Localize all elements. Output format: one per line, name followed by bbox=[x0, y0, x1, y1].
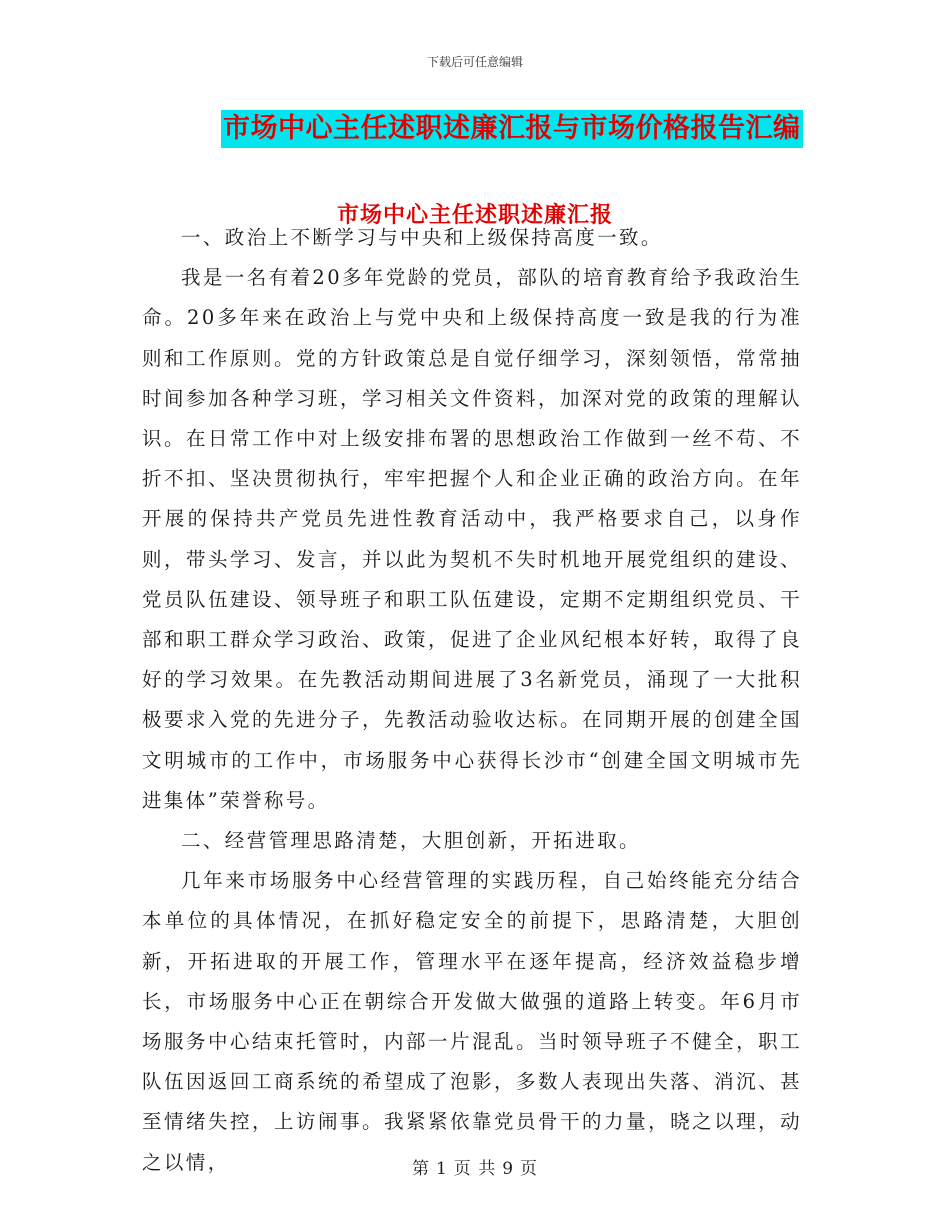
footer-page-number: 1 bbox=[435, 1159, 448, 1179]
footer-mid: 页 共 bbox=[453, 1159, 497, 1179]
section-title: 市场中心主任述职述廉汇报 bbox=[336, 202, 613, 228]
footer-suffix: 页 bbox=[520, 1159, 539, 1179]
page-footer bbox=[0, 1154, 950, 1179]
footer-prefix: 第 bbox=[411, 1159, 430, 1179]
document-body bbox=[142, 218, 802, 1183]
paragraph: 我是一名有着20多年党龄的党员，部队的培育教育给予我政治生命。20多年来在政治上与党中央和上级保持高度一致是我的行为准则和工作原则。党的方针政策总是自觉仔细学习，深刻领悟，常常抽时间参加各种学习班，学习相关文件资料，加深对党的政策的理解认识。在日常工作中对上级安排布署的思想政治工作做到一丝不苟、不折不扣、坚决贯彻执行，牢牢把握个人和企业正确的政治方向。在年开展的保持共产党员先进性教育活动中，我严格要求自己，以身作则，带头学习、发言，并以此为契机不失时机地开展党组织的建设、党员队伍建设、领导班子和职工队伍建设，定期不定期组织党员、干部和职工群众学习政治、政策，促进了企业风纪根本好转，取得了良好的学习效果。在先教活动期间进展了3名新党员，涌现了一大批积极要求入党的先进分子，先教活动验收达标。在同期开展的创建全国文明城市的工作中，市场服务中心获得长沙市“创建全国文明城市先进集体”荣誉称号。 bbox=[142, 266, 802, 812]
paragraph-heading-2: 二、经营管理思路清楚，大胆创新，开拓进取。 bbox=[181, 829, 641, 853]
paragraph-heading-1: 一、政治上不断学习与中央和上级保持高度一致。 bbox=[181, 226, 663, 249]
paragraph: 几年来市场服务中心经营管理的实践历程，自己始终能充分结合本单位的具体情况，在抓好稳定安全的前提下，思路清楚，大胆创新，开拓进取的开展工作，管理水平在逐年提高，经济效益稳步增长，市场服务中心正在朝综合开发做大做强的道路上转变。年6月市场服务中心结束托管时，内部一片混乱。当时领导班子不健全，职工队伍因返回工商系统的希望成了泡影，多数人表现出失落、消沉、甚至情绪失控，上访闹事。我紧紧依靠党员骨干的力量，晓之以理，动之以情， bbox=[142, 869, 802, 1174]
document-main-title: 市场中心主任述职述廉汇报与市场价格报告汇编 bbox=[221, 110, 803, 148]
footer-total-pages: 9 bbox=[502, 1159, 515, 1179]
header-note: 下载后可任意编辑 bbox=[426, 55, 523, 69]
